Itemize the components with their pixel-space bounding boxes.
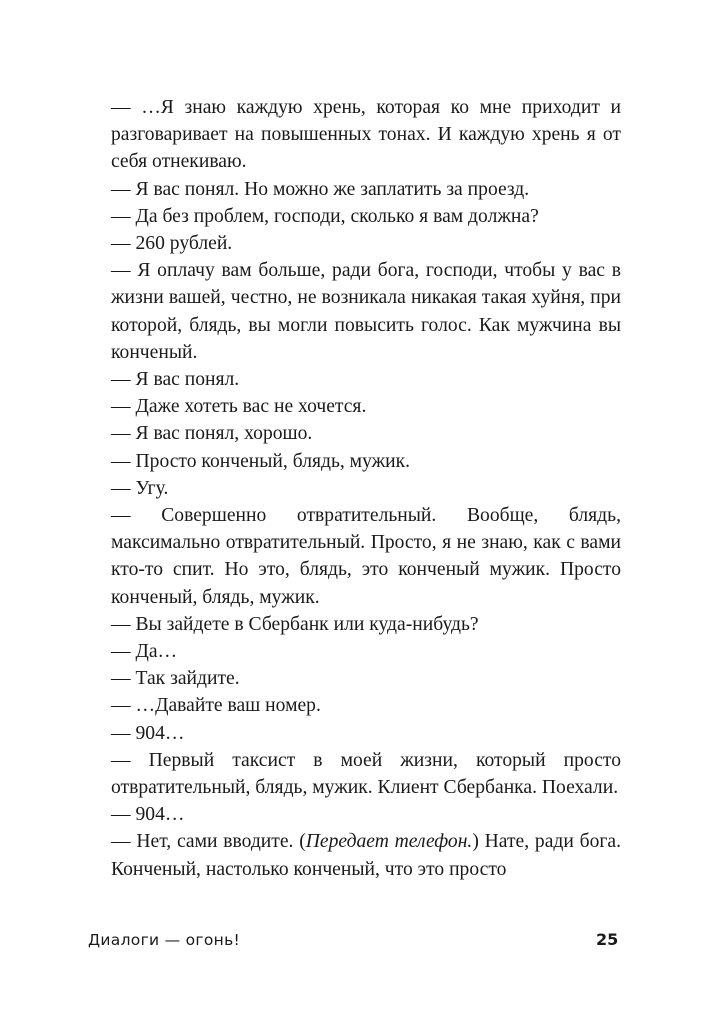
page-number: 25	[596, 930, 619, 949]
dialogue-line: — Просто конченый, блядь, мужик.	[111, 450, 411, 472]
dialogue-line: — …Давайте ваш номер.	[111, 695, 321, 717]
dialogue-line: — Первый таксист в моей жизни, который просто отвратительный, блядь, мужик. Клиент Сбербанка. Поехали.	[111, 749, 621, 799]
dialogue-line: — 904…	[111, 722, 185, 744]
dialogue-line: — Я вас понял. Но можно же заплатить за проезд.	[111, 178, 530, 200]
dialogue-line: — Я вас понял.	[111, 369, 240, 391]
last-line-before: — Нет, сами вводите. (	[111, 831, 306, 853]
dialogue-line: — Так зайдите.	[111, 668, 240, 690]
dialogue-line: — 260 рублей.	[111, 233, 233, 255]
dialogue-line: — Даже хотеть вас не хочется.	[111, 396, 367, 418]
running-footer-title: Диалоги — огонь!	[88, 931, 241, 949]
last-line-after: ) Нате, ради бога. Конченый, настолько конченый, что это просто	[111, 831, 622, 880]
dialogue-line: — …Я знаю каждую хрень, которая ко мне приходит и разговаривает на повышенных тонах. И каждую хрень я от себя отнекиваю.	[111, 97, 621, 173]
dialogue-line: — Я оплачу вам больше, ради бога, господи, чтобы у вас в жизни вашей, честно, не возникала никакая такая хуйня, при которой, блядь, вы могли повысить голос. Как мужчина вы конченый.	[111, 260, 621, 363]
dialogue-line: — Да без проблем, господи, сколько я вам должна?	[111, 205, 539, 227]
dialogue-line: — Вы зайдете в Сбербанк или куда-нибудь?	[111, 613, 479, 635]
dialogue-line: — Я вас понял, хорошо.	[111, 423, 313, 445]
dialogue-line: — Да…	[111, 641, 178, 663]
stage-direction: Передает телефон.	[305, 831, 473, 853]
dialogue-line: — Совершенно отвратительный. Вообще, блядь, максимально отвратительный. Просто, я не знаю, как с вами кто-то спит. Но это, блядь, это конченый мужик. Просто конченый, блядь, мужик.	[111, 505, 621, 608]
dialogue-line-last	[111, 828, 621, 882]
dialogue-line: — Угу.	[111, 477, 169, 499]
dialogue-line: — 904…	[111, 804, 185, 826]
page-body-text	[111, 94, 621, 883]
